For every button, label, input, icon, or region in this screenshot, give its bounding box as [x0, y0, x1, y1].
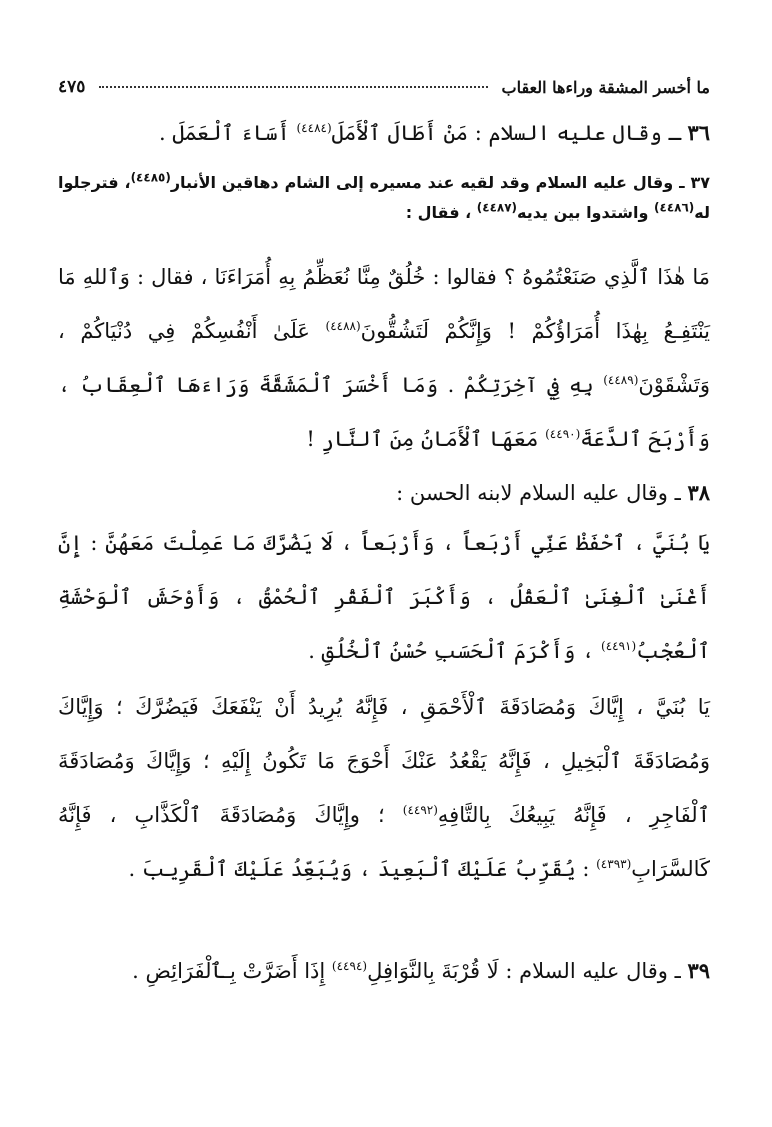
- footnote-ref: (٤٤٨٦): [654, 200, 695, 215]
- saying-text: يَا بُنَيَّ ، ٱحْفَظْ عَنِّي أَرْبَعاً ، وَأَرْبَعاً ، لَا يَضُرَّكَ مَا عَمِلْتَ مَعَهُنَّ : إِنَّ أَغْنَىٰ ٱلْغِنَىٰ ٱلْعَقْلُ ، وَأَكْبَرَ ٱلْفَقْرِ ٱلْحُمْقُ ، وَأَوْحَشَ ٱلْوَحْشَةِ ٱلْعُجْبُ: [58, 531, 710, 663]
- saying-text: : يُقَرِّبُ عَلَيْكَ ٱلْبَعِيدَ ، وَيُبَعِّدُ عَلَيْكَ ٱلْقَرِيبَ .: [128, 857, 597, 881]
- footnote-ref: (٤٤٨٨): [325, 319, 361, 333]
- saying-37-intro: [58, 168, 710, 228]
- footnote-ref: (٤٤٩٢): [402, 803, 438, 817]
- footnote-ref: (٤٤٨٤): [296, 121, 332, 135]
- saying-text: ـ وقال عليه السلام : مَنْ أَطَالَ ٱلْأَمَلَ: [331, 121, 688, 145]
- saying-text: بِهِ فِي آخِرَتِكُمْ . وَمَا أَخْسَرَ ٱلْمَشَقَّةَ وَرَاءَهَا ٱلْعِقَابُ ، وَأَرْبَحَ ٱلدَّعَةَ: [58, 373, 710, 451]
- saying-38-intro: [58, 466, 710, 520]
- header-dot-leader: [99, 86, 487, 88]
- saying-text: مَا هٰذَا ٱلَّذِي صَنَعْتُمُوهُ ؟ فقالوا : خُلُقٌ مِنَّا نُعَظِّمُ بِهِ أُمَرَاءَنَا ، فقال : وَٱللهِ مَا يَنْتَفِـعُ بِهٰذَا أُمَرَاؤُكُمْ ! وَإِنَّكُمْ لَتَشُقُّونَ: [58, 265, 710, 343]
- saying-38-body-2: [58, 680, 710, 896]
- saying-text: ؛ وإِيَّاكَ وَمُصَادَقَةَ ٱلْكَذَّابِ ، فَإِنَّهُ كَالسَّرَابِ: [58, 803, 710, 881]
- page-number: ٤٧٥: [58, 77, 86, 97]
- footnote-ref: (٤٣٩٣): [596, 857, 632, 871]
- saying-text: ـ وقال عليه السلام : لَا قُرْبَةَ بِالنَّوَافِلِ: [367, 959, 688, 983]
- saying-text: يَا بُنَيَّ ، إِيَّاكَ وَمُصَادَقَةَ ٱلْأَحْمَقِ ، فَإِنَّهُ يُرِيدُ أَنْ يَنْفَعَكَ فَيَضُرَّكَ ؛ وَإِيَّاكَ وَمُصَادَقَةَ ٱلْبَخِيلِ ، فَإِنَّهُ يَقْعُدُ عَنْكَ أَحْوَجَ مَا تَكُونُ إِلَيْهِ ؛ وَإِيَّاكَ وَمُصَادَقَةَ ٱلْفَاجِرِ ، فَإِنَّهُ يَبِيعُكَ بِالتَّافِهِ: [58, 695, 710, 827]
- footnote-ref: (٤٤٨٥): [130, 170, 171, 185]
- saying-39: [58, 944, 710, 998]
- saying-text: ، فقال :: [405, 203, 477, 222]
- footnote-ref: (٤٤٩٤): [331, 959, 368, 973]
- saying-37-body: [58, 250, 710, 466]
- page-header: [58, 72, 710, 102]
- saying-text: ـ وقال عليه السلام لابنه الحسن :: [396, 481, 688, 505]
- running-title: ما أخسر المشقة وراءها العقاب: [501, 77, 710, 97]
- saying-38-body-1: [58, 516, 710, 678]
- saying-36: [58, 106, 710, 160]
- saying-text: عَلَىٰ أَنْفُسِكُمْ فِي دُنْيَاكُمْ ، وَتَشْقَوْنَ: [58, 319, 710, 397]
- footnote-ref: (٤٤٨٩): [603, 373, 639, 387]
- footnote-ref: (٤٤٩٠): [545, 427, 581, 441]
- saying-text: ، وَأَكْرَمَ ٱلْحَسَبِ حُسْنُ ٱلْخُلُقِ .: [308, 639, 602, 663]
- saying-number: ٣٦: [687, 120, 710, 145]
- saying-text: إِذَا أَضَرَّتْ بِـٱلْفَرَائِضِ .: [132, 959, 332, 983]
- footnote-ref: (٤٤٩١): [601, 639, 637, 653]
- saying-text: ، فترجلوا له: [58, 173, 710, 222]
- saying-number: ٣٨: [687, 480, 710, 505]
- saying-text: ـ وقال عليه السلام وقد لقيه عند مسيره إلى الشام دهاقين الأنبار: [170, 173, 691, 192]
- saying-text: مَعَهَا ٱلْأَمَانُ مِنَ ٱلنَّارِ !: [306, 427, 546, 451]
- saying-text: أَسَاءَ ٱلْعَمَلَ .: [159, 121, 297, 145]
- saying-number: ٣٩: [687, 958, 710, 983]
- saying-number: ٣٧: [690, 173, 711, 192]
- footnote-ref: (٤٤٨٧): [476, 200, 518, 215]
- saying-text: واشتدوا بين يديه: [517, 203, 655, 222]
